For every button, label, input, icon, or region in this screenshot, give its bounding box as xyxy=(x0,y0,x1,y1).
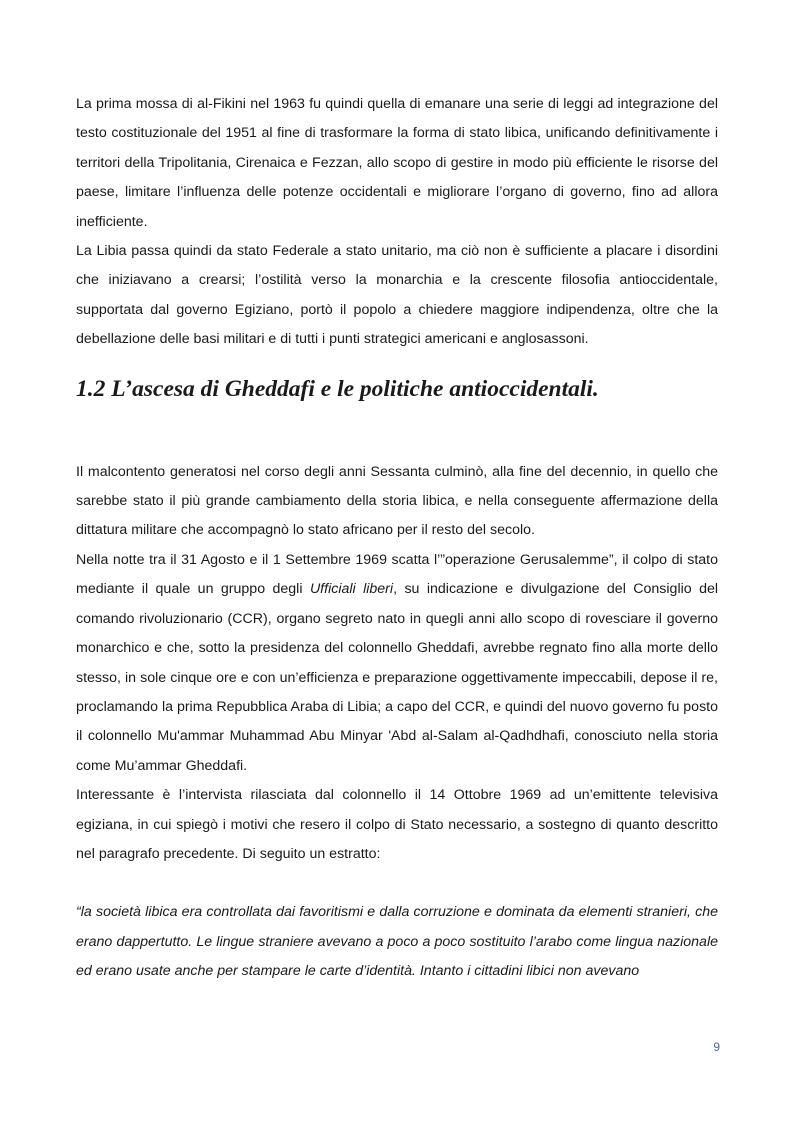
paragraph-coup-end: , su indicazione e divulgazione del Consiglio del comando rivoluzionario (CCR), organo segreto nato in quegli anni allo scopo di rovesciare il governo monarchico e che, sotto la presidenza del colonnello Gheddafi, avrebbe regnato fino alla morte dello stesso, in sole cinque ore e con un’efficienza e preparazione oggettivamente impeccabili, depose il re, proclamando la prima Repubblica Araba di Libia; a capo del CCR, e quindi del nuovo governo fu posto il colonnello Mu'ammar Muhammad Abu Minyar 'Abd al-Salam al-Qadhdhafi, conosciuto nella storia come Mu’ammar Gheddafi. xyxy=(76,581,719,774)
paragraph-discontent: Il malcontento generatosi nel corso degli anni Sessanta culminò, alla fine del decennio, in quello che sarebbe stato il più grande cambiamento della storia libica, e nella conseguente affermazione della dittatura militare che accompagnò lo stato africano per il resto del secolo. xyxy=(76,463,718,539)
free-officers-term: Ufficiali liberi xyxy=(309,581,394,598)
paragraph-interview: Interessante è l’intervista rilasciata dal colonnello il 14 Ottobre 1969 ad un’emittente televisiva egiziana, in cui spiegò i motivi che resero il colpo di Stato necessario, a sostegno di quanto descritto nel paragrafo precedente. Di seguito un estratto: xyxy=(76,787,718,862)
paragraph-unitary-state: La Libia passa quindi da stato Federale a stato unitario, ma ciò non è sufficiente a placare i disordini che iniziavano a crearsi; l’ostilità verso la monarchia e la crescente filosofia antioccidentale, supportata dal governo Egiziano, portò il popolo a chiedere maggiore indipendenza, oltre che la debellazione delle basi militari e di tutti i punti strategici americani e anglosassoni. xyxy=(76,243,718,348)
section-heading: 1.2 L’ascesa di Gheddafi e le politiche antioccidentali. xyxy=(76,375,599,402)
document-page xyxy=(76,90,718,987)
page-number: 9 xyxy=(713,1040,720,1054)
interview-quote: “la società libica era controllata dai favoritismi e dalla corruzione e dominata da elementi stranieri, che erano dappertutto. Le lingue straniere avevano a poco a poco sostituito l’arabo come lingua nazionale ed erano usate anche per stampare le carte d’identità. Intanto i cittadini libici non avevano xyxy=(76,904,718,980)
paragraph-fikini-laws: La prima mossa di al-Fikini nel 1963 fu quindi quella di emanare una serie di leggi ad integrazione del testo costituzionale del 1951 al fine di trasformare la forma di stato libica, unificando definitivamente i territori della Tripolitania, Cirenaica e Fezzan, allo scopo di gestire in modo più efficiente le risorse del paese, limitare l’influenza delle potenze occidentali e migliorare l’organo di governo, fino ad allora inefficiente. xyxy=(76,96,718,230)
paragraph-coup xyxy=(76,546,718,781)
spacer xyxy=(76,869,718,898)
paragraph-coup-start: Nella notte tra il 31 Agosto e il 1 Settembre 1969 scatta l’”operazione Gerusalemme”, il colpo di stato mediante il quale un gruppo degli xyxy=(76,551,718,598)
